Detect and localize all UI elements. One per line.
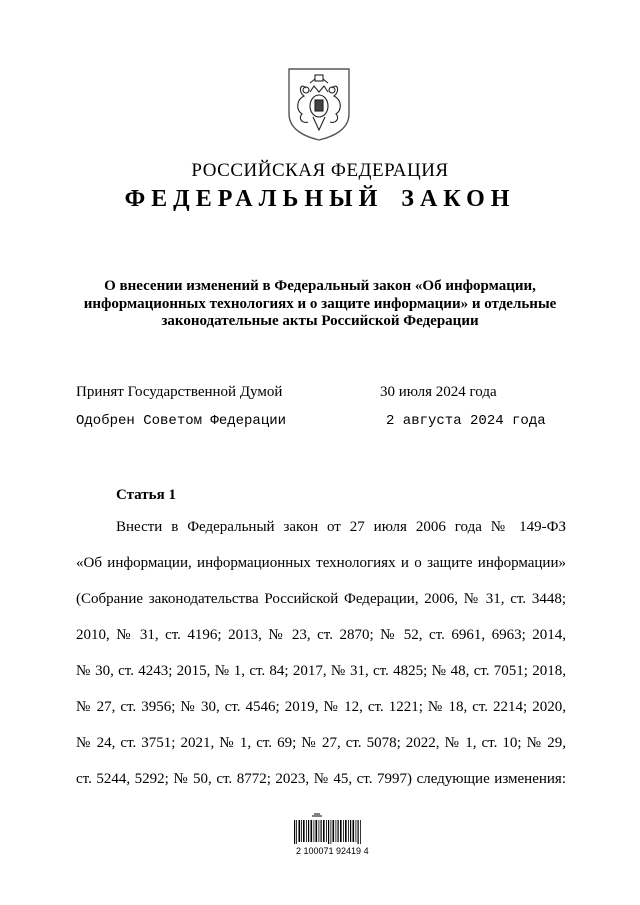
barcode (292, 812, 366, 878)
article-text-line: № 30, ст. 4243; 2015, № 1, ст. 84; 2017, № 31, ст. 4825; № 48, ст. 7051; 2018, (76, 663, 566, 679)
barcode-number: 2 100071 92419 4 (296, 846, 369, 856)
coat-of-arms-emblem (286, 66, 352, 142)
law-title-line: О внесении изменений в Федеральный закон «Об информации, (104, 278, 536, 294)
article-text-line: ст. 5244, 5292; № 50, ст. 8772; 2023, № 45, ст. 7997) следующие изменения: (76, 771, 566, 787)
article-text-line: «Об информации, информационных технологиях и о защите информации» (76, 555, 566, 571)
council-approval-date: 2 августа 2024 года (386, 413, 546, 429)
article-text-line: № 27, ст. 3956; № 30, ст. 4546; 2019, № 12, ст. 1221; № 18, ст. 2214; 2020, (76, 699, 566, 715)
country-heading: РОССИЙСКАЯ ФЕДЕРАЦИЯ (191, 160, 449, 181)
law-title (60, 278, 580, 331)
duma-adoption-label: Принят Государственной Думой (76, 384, 283, 400)
document-type-heading (0, 186, 640, 213)
duma-adoption-date: 30 июля 2024 года (380, 384, 497, 400)
document-type-word: ФЕДЕРАЛЬНЫЙ (124, 186, 384, 212)
article-text-line: 2010, № 31, ст. 4196; 2013, № 23, ст. 2870; № 52, ст. 6961, 6963; 2014, (76, 627, 566, 643)
article-heading: Статья 1 (116, 487, 176, 503)
article-text-line: Внести в Федеральный закон от 27 июля 2006 года № 149-ФЗ (116, 519, 566, 535)
council-approval-label: Одобрен Советом Федерации (76, 413, 287, 429)
law-title-line: информационных технологиях и о защите информации» и отдельные (83, 295, 557, 312)
barcode-icon (292, 812, 366, 846)
article-text-line: (Собрание законодательства Российской Федерации, 2006, № 31, ст. 3448; (76, 591, 566, 607)
document-type-word: ЗАКОН (401, 186, 516, 212)
law-title-line: законодательные акты Российской Федерации (161, 313, 479, 329)
article-text-line: № 24, ст. 3751; 2021, № 1, ст. 69; № 27, ст. 5078; 2022, № 1, ст. 10; № 29, (76, 735, 566, 751)
double-headed-eagle-icon (286, 66, 352, 142)
